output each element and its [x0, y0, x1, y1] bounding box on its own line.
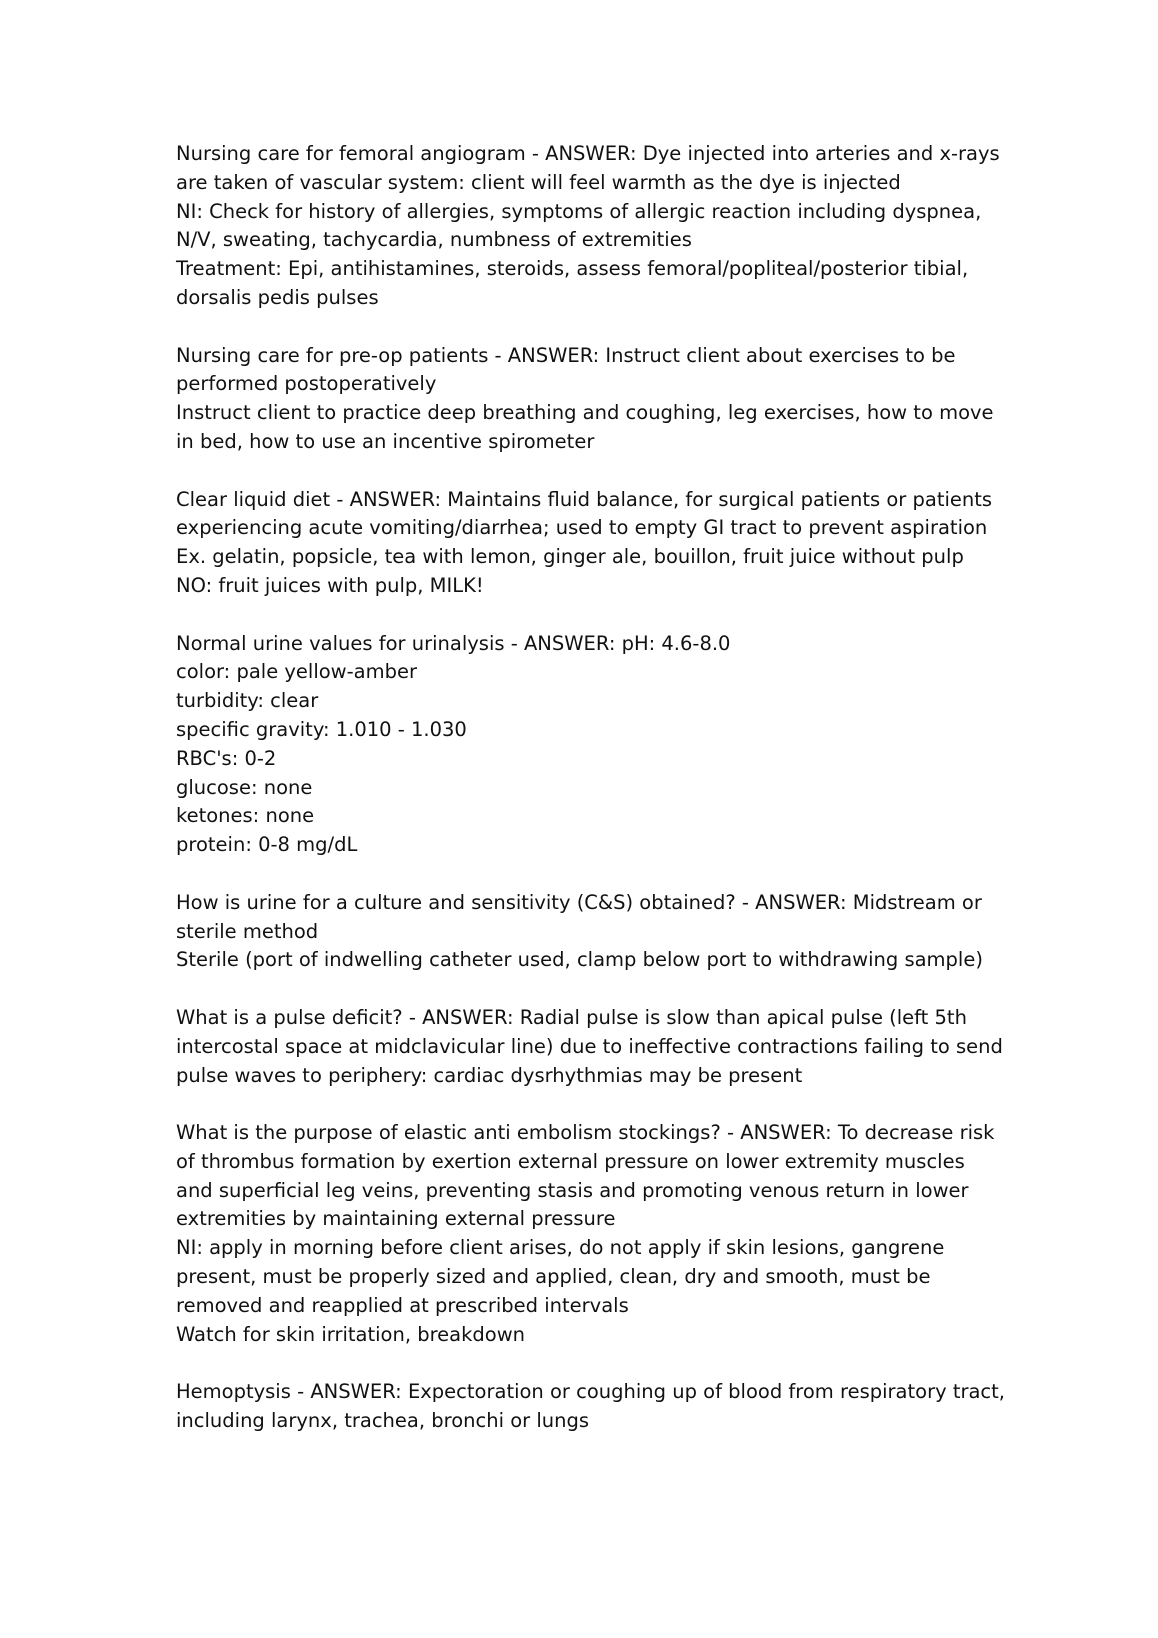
text-line: N/V, sweating, tachycardia, numbness of extremities	[176, 228, 692, 252]
qa-entry-pre-op	[176, 342, 1016, 457]
text-line: Clear liquid diet - ANSWER: Maintains fluid balance, for surgical patients or patients	[176, 487, 993, 511]
text-line: Treatment: Epi, antihistamines, steroids, assess femoral/popliteal/posterior tibial,	[176, 257, 969, 281]
text-line: are taken of vascular system: client will feel warmth as the dye is injected	[176, 170, 901, 194]
text-line: intercostal space at midclavicular line) due to ineffective contractions failing to send	[176, 1034, 1003, 1058]
qa-entry-femoral-angiogram	[176, 140, 1016, 313]
qa-entry-urinalysis	[176, 630, 1016, 860]
qa-entry-urine-culture	[176, 889, 1016, 975]
qa-entry-pulse-deficit	[176, 1004, 1016, 1090]
qa-entry-clear-liquid-diet	[176, 486, 1016, 601]
qa-entry-anti-embolism-stockings	[176, 1119, 1016, 1349]
text-line: glucose: none	[176, 775, 313, 799]
text-line: specific gravity: 1.010 - 1.030	[176, 717, 467, 741]
text-line: pulse waves to periphery: cardiac dysrhythmias may be present	[176, 1063, 803, 1087]
text-line: Hemoptysis - ANSWER: Expectoration or coughing up of blood from respiratory tract,	[176, 1380, 1005, 1404]
text-line: protein: 0-8 mg/dL	[176, 833, 358, 857]
text-line: color: pale yellow-amber	[176, 660, 418, 684]
text-line: Normal urine values for urinalysis - ANSWER: pH: 4.6-8.0	[176, 631, 731, 655]
text-line: NI: apply in morning before client arises, do not apply if skin lesions, gangrene	[176, 1236, 945, 1260]
text-line: experiencing acute vomiting/diarrhea; used to empty GI tract to prevent aspiration	[176, 516, 988, 540]
text-line: extremities by maintaining external pressure	[176, 1207, 616, 1231]
text-line: turbidity: clear	[176, 689, 319, 713]
qa-entry-hemoptysis	[176, 1378, 1016, 1436]
text-line: performed postoperatively	[176, 372, 437, 396]
text-line: Ex. gelatin, popsicle, tea with lemon, ginger ale, bouillon, fruit juice without pulp	[176, 545, 964, 569]
text-line: present, must be properly sized and applied, clean, dry and smooth, must be	[176, 1265, 931, 1289]
text-line: RBC's: 0-2	[176, 746, 277, 770]
text-line: ketones: none	[176, 804, 315, 828]
text-line: removed and reapplied at prescribed intervals	[176, 1293, 629, 1317]
text-line: dorsalis pedis pulses	[176, 285, 379, 309]
text-line: including larynx, trachea, bronchi or lungs	[176, 1409, 590, 1433]
text-line: NI: Check for history of allergies, symptoms of allergic reaction including dyspnea,	[176, 199, 982, 223]
text-line: and superficial leg veins, preventing stasis and promoting venous return in lower	[176, 1178, 969, 1202]
text-line: Sterile (port of indwelling catheter used, clamp below port to withdrawing sample)	[176, 948, 983, 972]
text-line: What is a pulse deficit? - ANSWER: Radial pulse is slow than apical pulse (left 5th	[176, 1005, 967, 1029]
text-line: Nursing care for pre-op patients - ANSWER: Instruct client about exercises to be	[176, 343, 956, 367]
text-line: of thrombus formation by exertion external pressure on lower extremity muscles	[176, 1149, 965, 1173]
text-line: Instruct client to practice deep breathing and coughing, leg exercises, how to move	[176, 401, 994, 425]
text-line: How is urine for a culture and sensitivity (C&S) obtained? - ANSWER: Midstream or	[176, 890, 982, 914]
text-line: in bed, how to use an incentive spirometer	[176, 429, 595, 453]
text-line: sterile method	[176, 919, 319, 943]
text-line: NO: fruit juices with pulp, MILK!	[176, 573, 484, 597]
text-line: What is the purpose of elastic anti embolism stockings? - ANSWER: To decrease risk	[176, 1121, 995, 1145]
text-line: Watch for skin irritation, breakdown	[176, 1322, 526, 1346]
text-line: Nursing care for femoral angiogram - ANSWER: Dye injected into arteries and x-rays	[176, 142, 1000, 165]
document-page	[176, 140, 1016, 1465]
